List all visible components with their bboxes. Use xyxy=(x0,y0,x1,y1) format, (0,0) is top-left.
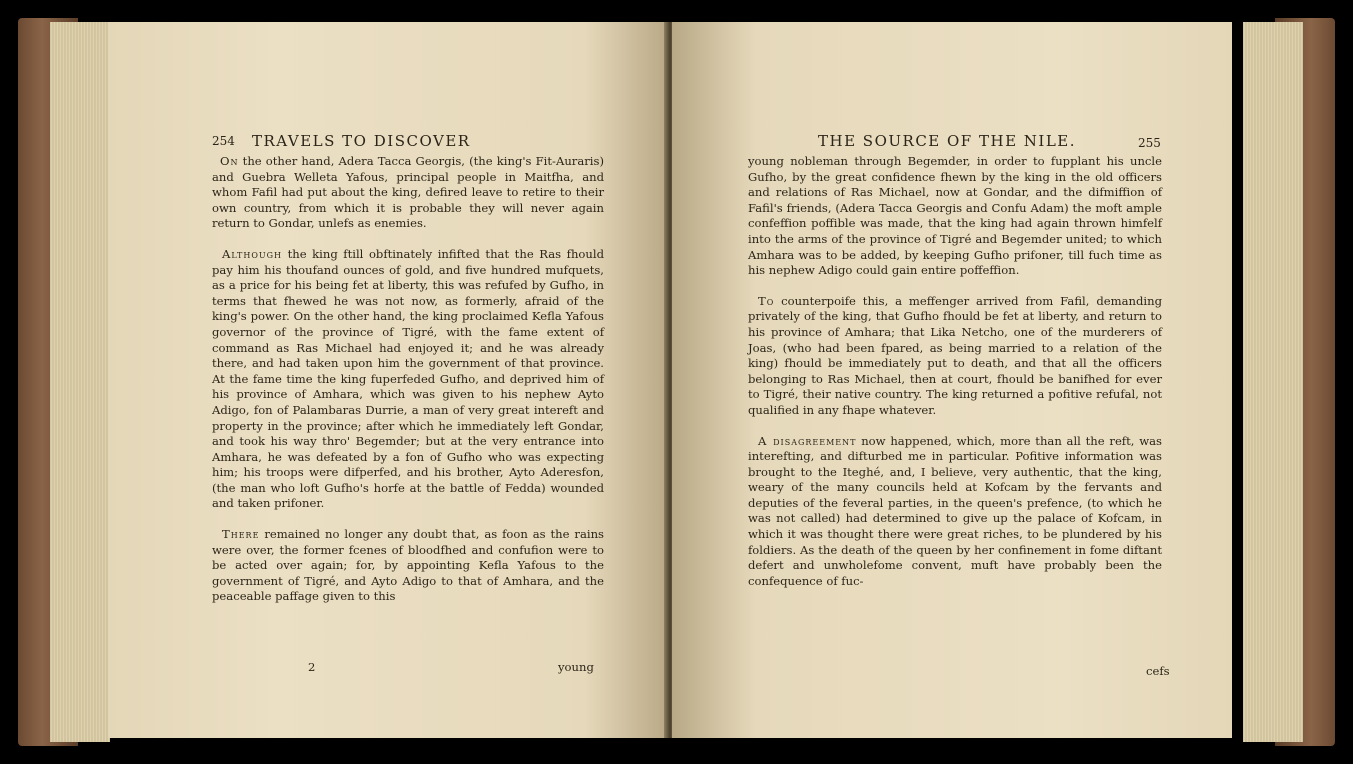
paragraph: There remained no longer any doubt that, as foon as the rains were over, the former fcenes of bloodfhed and confufion were to be acted over again; for, by appointing Kefla Yafous to the government of Tigré, and Ayto Adigo to that of Amhara, and the peaceable paffage given to this xyxy=(212,527,604,604)
left-page xyxy=(108,22,668,738)
right-page-text xyxy=(748,154,1162,604)
signature-mark: 2 xyxy=(308,660,316,674)
paragraph: To counterpoife this, a meffenger arrived from Fafil, demanding privately of the king, that Gufho fhould be fet at liberty, and return to his province of Amhara; that Lika Netcho, one of the murderers of Joas, (who had been fpared, as being married to a relation of the king) fhould be immediately put to death, and that all the officers belonging to Ras Michael, then at court, fhould be banifhed for ever to Tigré, their native country. The king returned a pofitive refufal, not qualified in any fhape whatever. xyxy=(748,293,1162,417)
paragraph: Although the king ftill obftinately infifted that the Ras fhould pay him his thoufand ounces of gold, and five hundred mufquets, as a price for his being fet at liberty, this was refufed by Gufho, in terms that fhewed he was not now, as formerly, afraid of the king's power. On the other hand, the king proclaimed Kefla Yafous governor of the province of Tigré, with the fame extent of command as Ras Michael had enjoyed it; and he was already there, and had taken upon him the government of that province. At the fame time the king fuperfeded Gufho, and deprived him of his province of Amhara, which was given to his nephew Ayto Adigo, fon of Palambaras Durrie, a man of very great intereft and property in the province; after which he immediately left Gondar, and took his way thro' Begemder; but at the very entrance into Amhara, he was defeated by a fon of Gufho who was expecting him; his troops were difperfed, and his brother, Ayto Aderesfon, (the man who loft Gufho's horfe at the battle of Fedda) wounded and taken prifoner. xyxy=(212,246,604,511)
paragraph: young nobleman through Begemder, in order to fupplant his uncle Gufho, by the great confidence fhewn by the king in the old officers and relations of Ras Michael, now at Gondar, and the difmiffion of Fafil's friends, (Adera Tacca Georgis and Confu Adam) the moft ample confeffion poffible was made, that the king had again thrown himfelf into the arms of the province of Tigré and Begemder united; to which Amhara was to be added, by keeping Gufho prifoner, till fuch time as his nephew Adigo could gain entire poffeffion. xyxy=(748,154,1162,278)
paragraph: A disagreement now happened, which, more than all the reft, was interefting, and difturbed me in particular. Pofitive information was brought to the Iteghé, and, I believe, very authentic, that the king, weary of the many councils held at Kofcam by the fervants and deputies of the feveral parties, in the queen's prefence, (to which he was not called) had determined to give up the palace of Kofcam, in which it was thought there were great riches, to be plundered by his foldiers. As the death of the queen by her confinement in fome diftant defert and unwholefome convent, muft have probably been the confequence of fuc- xyxy=(748,433,1162,588)
page-edges-right xyxy=(1243,22,1303,742)
left-running-head: TRAVELS TO DISCOVER xyxy=(252,132,471,150)
right-page xyxy=(672,22,1232,738)
right-page-number: 255 xyxy=(1138,136,1161,150)
paragraph: On the other hand, Adera Tacca Georgis, (the king's Fit-Auraris) and Guebra Welleta Yafous, principal people in Maitfha, and whom Fafil had put about the king, defired leave to retire to their own country, from which it is probable they will never again return to Gondar, unlefs as enemies. xyxy=(212,154,604,231)
catchword: young xyxy=(558,660,594,674)
catchword: cefs xyxy=(1146,664,1170,678)
left-page-header xyxy=(108,132,668,152)
left-page-number: 254 xyxy=(212,134,235,148)
right-running-head: THE SOURCE OF THE NILE. xyxy=(818,132,1077,150)
left-page-text xyxy=(212,154,604,620)
right-page-header xyxy=(672,132,1232,152)
page-edges-left xyxy=(50,22,110,742)
